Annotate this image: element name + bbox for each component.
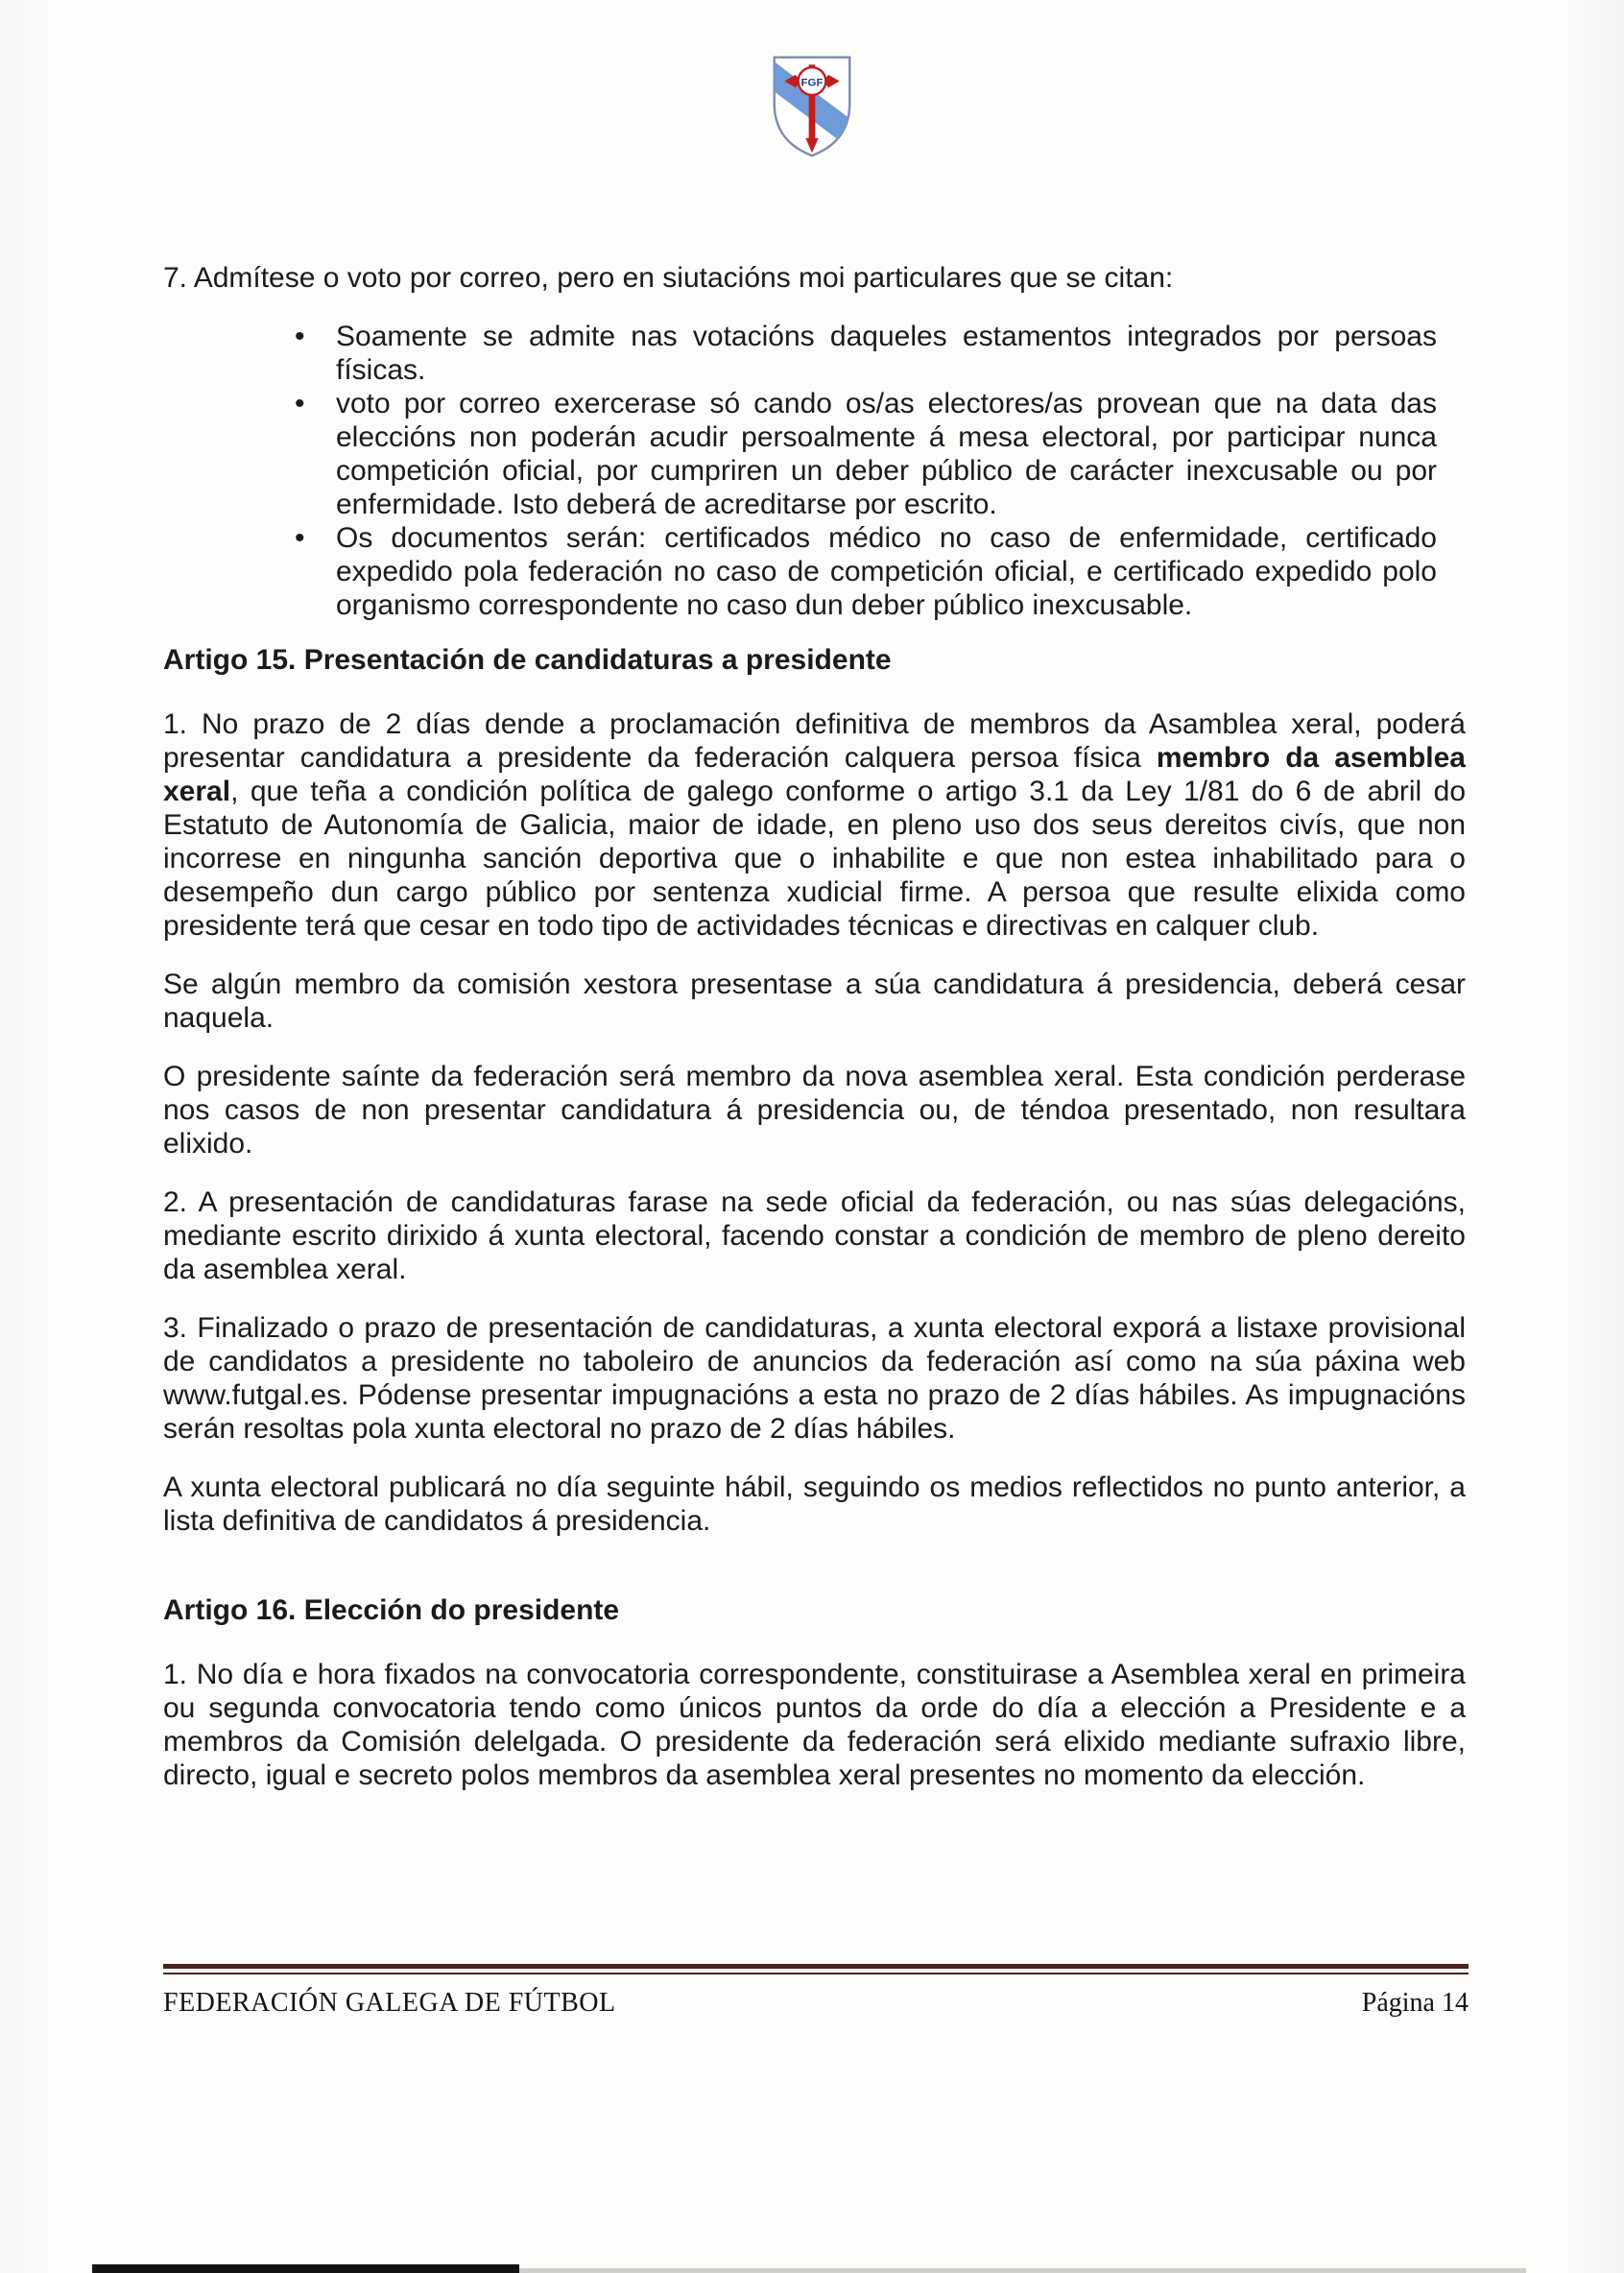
artigo-15-paragraph-5: 3. Finalizado o prazo de presentación de candidaturas, a xunta electoral exporá a listaxe provisional de candidatos a presidente no taboleiro de anuncios da federación así como na súa páxina web www.futgal.es. Pódense presentar impugnacións a esta no prazo de 2 días hábiles. As impugnacións serán resoltas pola xunta electoral no prazo de 2 días hábiles. bbox=[163, 1312, 1466, 1445]
fgf-shield-logo-icon bbox=[766, 50, 858, 158]
footer-page-number: Página 14 bbox=[1361, 1988, 1469, 2018]
footer-rule-thin bbox=[163, 1973, 1469, 1974]
federation-logo bbox=[0, 50, 1624, 163]
artigo-15-paragraph-2: Se algún membro da comisión xestora presentase a súa candidatura á presidencia, deberá cesar naquela. bbox=[163, 969, 1466, 1034]
logo-letters: FGF bbox=[800, 77, 824, 89]
artigo-16-paragraph-1: 1. No día e hora fixados na convocatoria correspondente, constituirase a Asemblea xeral en primeira ou segunda convocatoria tendo como únicos puntos da orde do día a elección a Presidente e a membros da Comisión delelgada. O presidente da federación será elixido mediante sufraxio libre, directo, igual e secreto polos membros da asemblea xeral presentes no momento da elección. bbox=[163, 1659, 1466, 1791]
bullet-item bbox=[293, 320, 1437, 387]
bullet-item bbox=[293, 521, 1437, 622]
paragraph-text: 1. No prazo de 2 días dende a proclamación definitiva de membros da Asamblea xeral, poderá presentar candidatura a presidente da federación calquera persoa física bbox=[163, 708, 1466, 774]
artigo-16-heading: Artigo 16. Elección do presidente bbox=[163, 1594, 620, 1626]
bullet-list bbox=[293, 320, 1437, 622]
artigo-15-heading: Artigo 15. Presentación de candidaturas a presidente bbox=[163, 644, 892, 676]
artigo-15-paragraph-4: 2. A presentación de candidaturas farase na sede oficial da federación, ou nas súas delegacións, mediante escrito dirixido á xunta electoral, facendo constar a condición de membro de pleno dereito da asemblea xeral. bbox=[163, 1186, 1466, 1285]
bullet-text: Os documentos serán: certificados médico no caso de enfermidade, certificado expedido pola federación no caso de competición oficial, e certificado expedido polo organismo correspondente no caso dun deber público inexcusable. bbox=[336, 522, 1437, 621]
scan-edge-artifact-light bbox=[518, 2268, 1526, 2273]
bullet-icon: • bbox=[295, 388, 305, 419]
bullet-icon: • bbox=[295, 321, 305, 352]
artigo-15-paragraph-6: A xunta electoral publicará no día seguinte hábil, seguindo os medios reflectidos no punto anterior, a lista definitiva de candidatos á presidencia. bbox=[163, 1471, 1466, 1537]
page-footer bbox=[163, 1964, 1469, 2019]
paragraph-bold-text: membro da asemblea xeral bbox=[163, 742, 1466, 807]
scan-edge-artifact bbox=[92, 2264, 519, 2273]
bullet-item bbox=[293, 387, 1437, 521]
bullet-text: voto por correo exercerase só cando os/as electores/as provean que na data das eleccións non poderán acudir persoalmente á mesa electoral, por participar nunca competición oficial, por cumpriren un deber público de carácter inexcusable ou por enfermidade. Isto deberá de acreditarse por escrito. bbox=[336, 388, 1437, 520]
document-body bbox=[163, 261, 1466, 1817]
footer-organization: FEDERACIÓN GALEGA DE FÚTBOL bbox=[163, 1988, 616, 2018]
artigo-15-paragraph-1 bbox=[163, 707, 1466, 943]
paragraph-text: , que teña a condición política de galego conforme o artigo 3.1 da Ley 1/81 do 6 de abril do Estatuto de Autonomía de Galicia, maior de idade, en pleno uso dos seus dereitos civís, que non incorrese en ningunha sanción deportiva que o inhabilite e que non estea inhabilitado para o desempeño dun cargo público por sentenza xudicial firme. A persoa que resulte elixida como presidente terá que cesar en todo tipo de actividades técnicas e directivas en calquer club. bbox=[163, 776, 1466, 942]
bullet-icon: • bbox=[295, 522, 305, 554]
bullet-text: Soamente se admite nas votacións daqueles estamentos integrados por persoas físicas. bbox=[336, 321, 1437, 386]
numbered-item-7: 7. Admítese o voto por correo, pero en siutacións moi particulares que se citan: bbox=[163, 262, 1174, 294]
artigo-15-paragraph-3: O presidente saínte da federación será membro da nova asemblea xeral. Esta condición perderase nos casos de non presentar candidatura á presidencia ou, de téndoa presentado, non resultara elixido. bbox=[163, 1061, 1466, 1160]
footer-rule-thick bbox=[163, 1964, 1469, 1969]
